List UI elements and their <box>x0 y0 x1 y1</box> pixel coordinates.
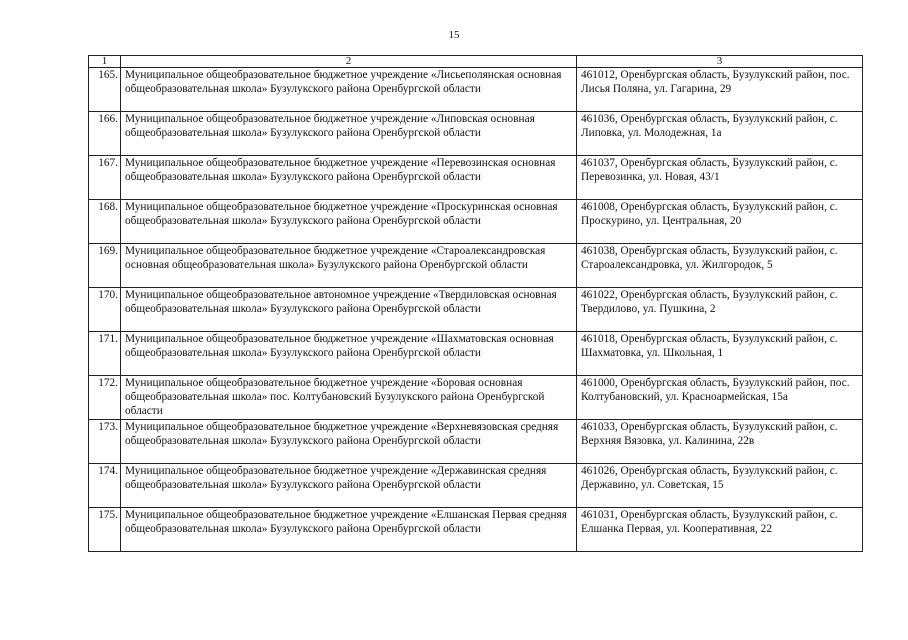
table-row <box>89 244 863 288</box>
row-number: 174. <box>89 464 121 508</box>
institution-address: 461022, Оренбургская область, Бузулукский район, с. Твердилово, ул. Пушкина, 2 <box>577 288 863 332</box>
institution-name: Муниципальное общеобразовательное бюджетное учреждение «Староалександровская основная общеобразовательная школа» Бузулукского района Оренбургской области <box>121 244 577 288</box>
header-row <box>89 56 863 68</box>
institution-name: Муниципальное общеобразовательное бюджетное учреждение «Перевозинская основная общеобразовательная школа» Бузулукского района Оренбургской области <box>121 156 577 200</box>
institution-address: 461036, Оренбургская область, Бузулукский район, с. Липовка, ул. Молодежная, 1а <box>577 112 863 156</box>
table-row <box>89 420 863 464</box>
page-number: 15 <box>448 29 460 41</box>
row-number: 173. <box>89 420 121 464</box>
institution-name: Муниципальное общеобразовательное бюджетное учреждение «Боровая основная общеобразовательная школа» пос. Колтубановский Бузулукского района Оренбургской области <box>121 376 577 420</box>
table-row <box>89 200 863 244</box>
institution-address: 461008, Оренбургская область, Бузулукский район, с. Проскурино, ул. Центральная, 20 <box>577 200 863 244</box>
column-header-address: 3 <box>577 56 863 68</box>
row-number: 165. <box>89 68 121 112</box>
table-row <box>89 68 863 112</box>
institution-address: 461038, Оренбургская область, Бузулукский район, с. Староалександровка, ул. Жилгородок, 5 <box>577 244 863 288</box>
table-row <box>89 376 863 420</box>
table-row <box>89 464 863 508</box>
institution-name: Муниципальное общеобразовательное бюджетное учреждение «Липовская основная общеобразовательная школа» Бузулукского района Оренбургской области <box>121 112 577 156</box>
row-number: 167. <box>89 156 121 200</box>
institution-name: Муниципальное общеобразовательное бюджетное учреждение «Верхневязовская средняя общеобразовательная школа» Бузулукского района Оренбургской области <box>121 420 577 464</box>
institution-name: Муниципальное общеобразовательное бюджетное учреждение «Елшанская Первая средняя общеобразовательная школа» Бузулукского района Оренбургской области <box>121 508 577 552</box>
column-header-name: 2 <box>121 56 577 68</box>
row-number: 166. <box>89 112 121 156</box>
institutions-table <box>88 55 863 552</box>
institution-address: 461018, Оренбургская область, Бузулукский район, с. Шахматовка, ул. Школьная, 1 <box>577 332 863 376</box>
institution-name: Муниципальное общеобразовательное бюджетное учреждение «Лисьеполянская основная общеобразовательная школа» Бузулукского района Оренбургской области <box>121 68 577 112</box>
table-row <box>89 332 863 376</box>
institution-name: Муниципальное общеобразовательное бюджетное учреждение «Шахматовская основная общеобразовательная школа» Бузулукского района Оренбургской области <box>121 332 577 376</box>
row-number: 169. <box>89 244 121 288</box>
table-row <box>89 508 863 552</box>
row-number: 168. <box>89 200 121 244</box>
institution-address: 461037, Оренбургская область, Бузулукский район, с. Перевозинка, ул. Новая, 43/1 <box>577 156 863 200</box>
institution-address: 461012, Оренбургская область, Бузулукский район, пос. Лисья Поляна, ул. Гагарина, 29 <box>577 68 863 112</box>
row-number: 175. <box>89 508 121 552</box>
institution-name: Муниципальное общеобразовательное бюджетное учреждение «Державинская средняя общеобразовательная школа» Бузулукского района Оренбургской области <box>121 464 577 508</box>
institution-address: 461026, Оренбургская область, Бузулукский район, с. Державино, ул. Советская, 15 <box>577 464 863 508</box>
table-row <box>89 112 863 156</box>
institution-name: Муниципальное общеобразовательное автономное учреждение «Твердиловская основная общеобразовательная школа» Бузулукского района Оренбургской области <box>121 288 577 332</box>
row-number: 171. <box>89 332 121 376</box>
row-number: 172. <box>89 376 121 420</box>
institution-address: 461031, Оренбургская область, Бузулукский район, с. Елшанка Первая, ул. Кооперативная, 22 <box>577 508 863 552</box>
row-number: 170. <box>89 288 121 332</box>
institution-name: Муниципальное общеобразовательное бюджетное учреждение «Проскуринская основная общеобразовательная школа» Бузулукского района Оренбургской области <box>121 200 577 244</box>
institution-address: 461033, Оренбургская область, Бузулукский район, с. Верхняя Вязовка, ул. Калинина, 22в <box>577 420 863 464</box>
column-header-number: 1 <box>89 56 121 68</box>
institution-address: 461000, Оренбургская область, Бузулукский район, пос. Колтубановский, ул. Красноармейская, 15а <box>577 376 863 420</box>
table-row <box>89 156 863 200</box>
table-row <box>89 288 863 332</box>
